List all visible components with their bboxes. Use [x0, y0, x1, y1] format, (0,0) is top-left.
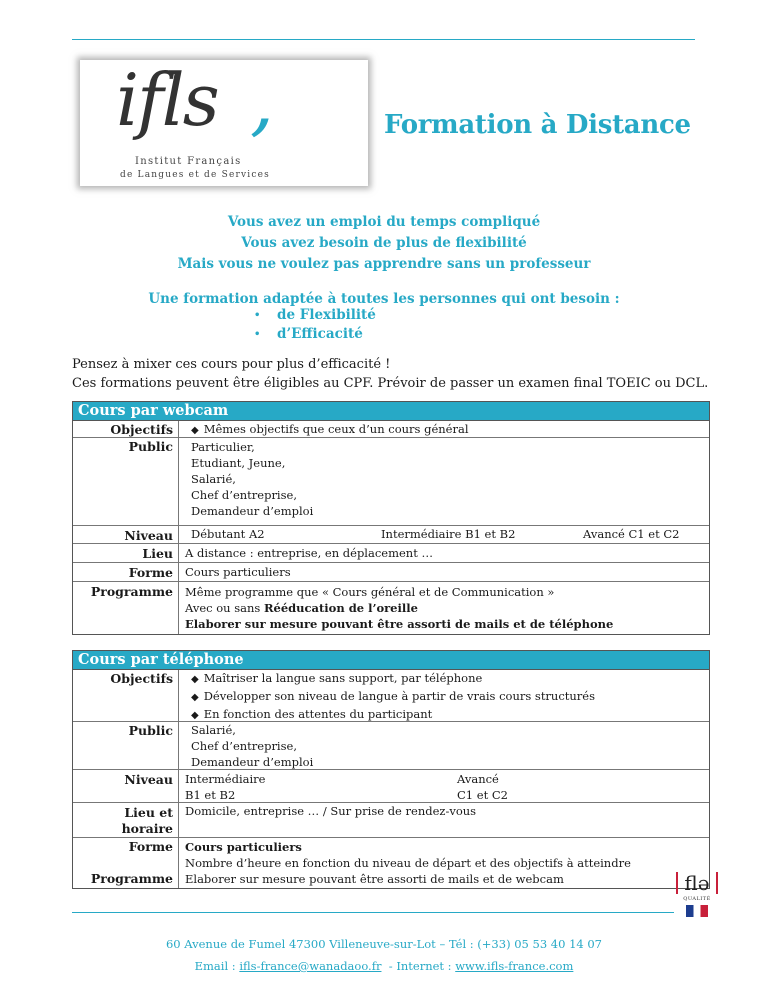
phone-row-public: Public Salarié, Chef d’entreprise, Demandeur d’emploi	[73, 722, 709, 770]
row-label: Niveau	[124, 772, 173, 787]
fle-caption: QUALITÉ	[683, 896, 711, 902]
row-label: Programme	[90, 584, 173, 599]
phone-row-forme-programme: Forme Programme Cours particuliers Nombre d’heure en fonction du niveau de départ et des objectifs à atteindre Elaborer sur mesure pouvant être assorti de mails et de webcam	[73, 838, 709, 888]
logo-mark: ifls	[116, 58, 218, 142]
diamond-icon: ◆	[191, 692, 199, 703]
row-label: Forme	[128, 839, 173, 854]
webcam-row-public: Public Particulier, Etudiant, Jeune, Salarié, Chef d’entreprise, Demandeur d’emploi	[73, 438, 709, 526]
logo-comma: ,	[250, 56, 275, 145]
intro-line: Vous avez un emploi du temps compliqué	[227, 214, 541, 230]
phone-table	[72, 650, 710, 889]
page-title: Formation à Distance	[384, 110, 691, 140]
webcam-table	[72, 401, 710, 635]
bullet-item: • de Flexibilité	[254, 307, 376, 323]
webcam-row-lieu: Lieu A distance : entreprise, en déplacement …	[73, 544, 709, 563]
bullet-item: • d’Efficacité	[254, 326, 363, 342]
row-label: Lieu et horaire	[121, 805, 173, 836]
logo-line-2: de Langues et de Services	[120, 170, 270, 180]
intro-line: Vous avez besoin de plus de flexibilité	[241, 235, 527, 251]
french-flag-icon	[686, 905, 708, 917]
row-label: Lieu	[142, 546, 173, 561]
header-rule	[72, 39, 695, 40]
diamond-icon: ◆	[191, 674, 199, 685]
footer-rule	[72, 912, 674, 913]
row-label: Public	[128, 723, 173, 738]
phone-table-title: Cours par téléphone	[73, 651, 709, 670]
audience-line: Une formation adaptée à toutes les personnes qui ont besoin :	[148, 291, 620, 307]
row-label: Objectifs	[110, 671, 173, 686]
webcam-row-forme: Forme Cours particuliers	[73, 563, 709, 582]
diamond-icon: ◆	[191, 710, 199, 721]
note-line: Ces formations peuvent être éligibles au CPF. Prévoir de passer un examen final TOEIC ou DCL.	[72, 376, 709, 391]
row-label: Programme	[90, 871, 173, 886]
phone-row-lieu: Lieu et horaire Domicile, entreprise … / Sur prise de rendez-vous	[73, 803, 709, 838]
bullet-icon: •	[254, 310, 261, 321]
row-label: Objectifs	[110, 422, 173, 437]
intro-block	[0, 212, 768, 275]
footer-contact: Email : ifls-france@wanadaoo.fr - Internet : www.ifls-france.com	[194, 959, 574, 973]
row-label: Public	[128, 439, 173, 454]
webcam-row-programme: Programme Même programme que « Cours général et de Communication » Avec ou sans Rééducation de l’oreille Elaborer sur mesure pouvant être assorti de mails et de téléphone	[73, 582, 709, 634]
cpf-note	[72, 355, 708, 393]
fle-quality-badge	[676, 872, 718, 934]
logo-line-1: Institut Français	[135, 156, 242, 167]
webcam-row-objectifs: Objectifs ◆ Mêmes objectifs que ceux d’un cours général	[73, 421, 709, 438]
email-link[interactable]: ifls-france@wanadaoo.fr	[239, 959, 382, 973]
note-line: Pensez à mixer ces cours pour plus d’efficacité !	[72, 357, 391, 372]
webcam-table-title: Cours par webcam	[73, 402, 709, 421]
ifls-logo	[80, 56, 368, 186]
bullet-icon: •	[254, 329, 261, 340]
webcam-row-niveau: Niveau Débutant A2 Intermédiaire B1 et B2 Avancé C1 et C2	[73, 526, 709, 544]
footer-address: 60 Avenue de Fumel 47300 Villeneuve-sur-Lot – Tél : (+33) 05 53 40 14 07	[165, 937, 602, 951]
phone-row-objectifs: Objectifs ◆ Maîtriser la langue sans support, par téléphone ◆ Développer son niveau de langue à partir de vrais cours structurés ◆ En fonction des attentes du participant	[73, 670, 709, 722]
row-label: Forme	[128, 565, 173, 580]
website-link[interactable]: www.ifls-france.com	[455, 959, 574, 973]
audience-bullets	[254, 306, 376, 344]
phone-row-niveau: Niveau Intermédiaire B1 et B2 Avancé C1 et C2	[73, 770, 709, 803]
fle-mark: flə	[676, 872, 718, 894]
diamond-icon: ◆	[191, 425, 199, 436]
row-label: Niveau	[124, 528, 173, 543]
intro-line: Mais vous ne voulez pas apprendre sans un professeur	[177, 256, 591, 272]
